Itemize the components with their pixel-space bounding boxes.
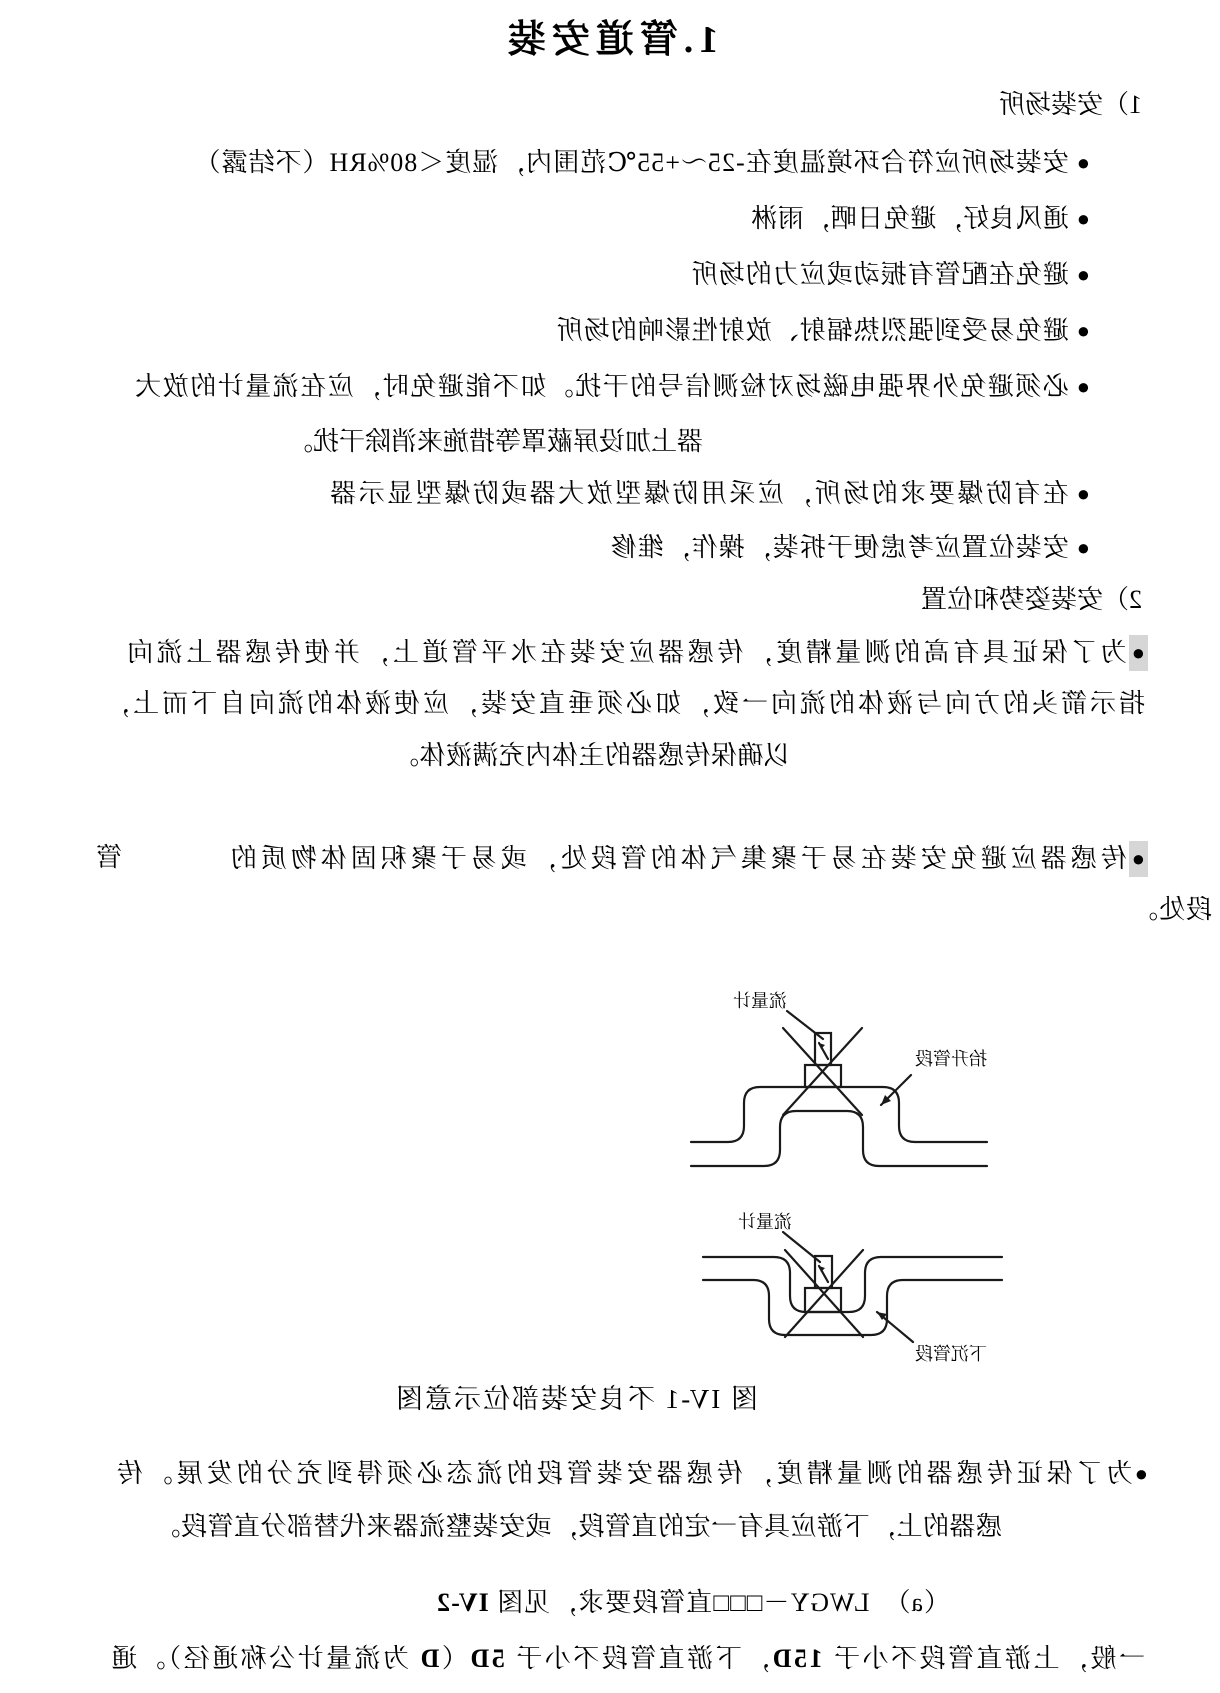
bullet-item [691, 258, 1090, 292]
sunken-section-label: 下沉管段 [915, 1344, 987, 1364]
pipe-top-wall [703, 1257, 1002, 1312]
value-d: D [418, 1644, 440, 1673]
paragraph-hang-char: 管 [95, 843, 122, 872]
bullet-text: 在有防爆要求的场所，应采用防爆型放大器或防爆型显示器 [327, 479, 1069, 508]
label-leader [783, 1232, 820, 1262]
paragraph-text: 为了保证传感器的测量精度，传感器安装管段的流态必须得到充分的发展。传 [112, 1459, 1133, 1488]
paragraph-line: 以确保传感器的主体内充满液体。 [392, 741, 790, 770]
section1-heading: 1）安装场所 [998, 90, 1142, 119]
bullet-icon: ● [1076, 206, 1090, 231]
item-a-line [436, 1586, 950, 1620]
bullet-item [610, 531, 1090, 565]
label-leader [787, 1011, 823, 1039]
bullet-icon-highlighted: ● [1129, 841, 1148, 877]
paragraph-text: ，下游直管段不小于 [504, 1644, 771, 1673]
flowmeter-label: 流量计 [733, 991, 787, 1011]
bullet-icon-highlighted: ● [1129, 635, 1148, 671]
bullet-item [751, 202, 1090, 236]
bullet-text: 安装场所应符合环境温度在-25～+55℃范围内，湿度＜80%RH（不结露） [193, 148, 1069, 177]
figure-sunken-pipe-diagram [695, 1190, 1010, 1370]
bullet-icon: ● [1076, 318, 1090, 343]
paragraph-line: 段处。 [1130, 895, 1212, 924]
value-5d: 5D [467, 1644, 505, 1673]
value-15d: 15D [770, 1644, 823, 1673]
figure-caption: 图 IV-1 不良安装部位示意图 [393, 1384, 758, 1414]
bullet-text: 避免易受到强烈热辐射、放射性影响的场所 [555, 316, 1069, 345]
bullet-item [194, 146, 1090, 180]
bullet-item [134, 370, 1090, 404]
bullet-icon: ● [1076, 262, 1090, 287]
bullet-text: 通风良好，避免日晒，雨淋 [750, 204, 1069, 233]
bullet-text: 必须避免外界强电磁场对检测信号的干扰。如不能避免时，应在流量计的放大 [133, 372, 1069, 401]
paragraph-line [109, 1642, 1145, 1676]
raised-section-label: 抬升管段 [915, 1049, 987, 1069]
paragraph-text: 传感器应避免安装在易于聚集气体的管段处，或易于聚积固体物质的 [226, 844, 1127, 873]
bullet-continuation: 器上加设屏蔽罩等措施来消除干扰。 [286, 427, 703, 456]
bullet-item [328, 477, 1090, 511]
bullet-icon: ● [1076, 374, 1090, 399]
bullet-item [556, 314, 1090, 348]
paragraph-text: 为流量计公称通径）。通 [108, 1644, 419, 1673]
pipe-top-wall [691, 1087, 987, 1142]
bullet-icon: ● [1076, 150, 1090, 175]
paragraph-line [113, 1457, 1148, 1491]
bullet-text: 避免在配管有振动或应力的场所 [690, 260, 1069, 289]
bullet-icon: ● [1076, 535, 1090, 560]
paragraph-text: 为了保证具有高的测量精度，传感器应安装在水平管道上，并使传感器上流向 [123, 638, 1127, 667]
bullet-text: 安装位置应考虑便于拆装，操作，维修 [609, 533, 1069, 562]
paragraph-text: （ [439, 1644, 468, 1673]
page-title: 1.管道安装 [501, 19, 719, 61]
figure-reference: IV-2 [436, 1588, 489, 1617]
bullet-icon: ● [1076, 481, 1090, 506]
paragraph-line: 指示箭头的方向与液体的流向一致，如必须垂直安装，应使液体的流向自下而上， [100, 689, 1145, 718]
flowmeter-label: 流量计 [738, 1212, 792, 1232]
section2-heading: 2）安装姿势和位置 [920, 585, 1142, 614]
pipe-bottom-wall [691, 1111, 987, 1166]
paragraph-line: 感器的上，下游应具有一定的直管段，或安装整流器来代替部分直管段。 [153, 1512, 1002, 1541]
paragraph-line [124, 635, 1148, 671]
item-a-text: （a） LWGY－□□□直管段要求，见图 [488, 1588, 950, 1617]
bullet-icon: ● [1134, 1461, 1148, 1486]
figure-raised-pipe-diagram [683, 975, 995, 1180]
paragraph-line [227, 841, 1148, 877]
paragraph-text: 一般，上游直管段不小于 [822, 1644, 1145, 1673]
